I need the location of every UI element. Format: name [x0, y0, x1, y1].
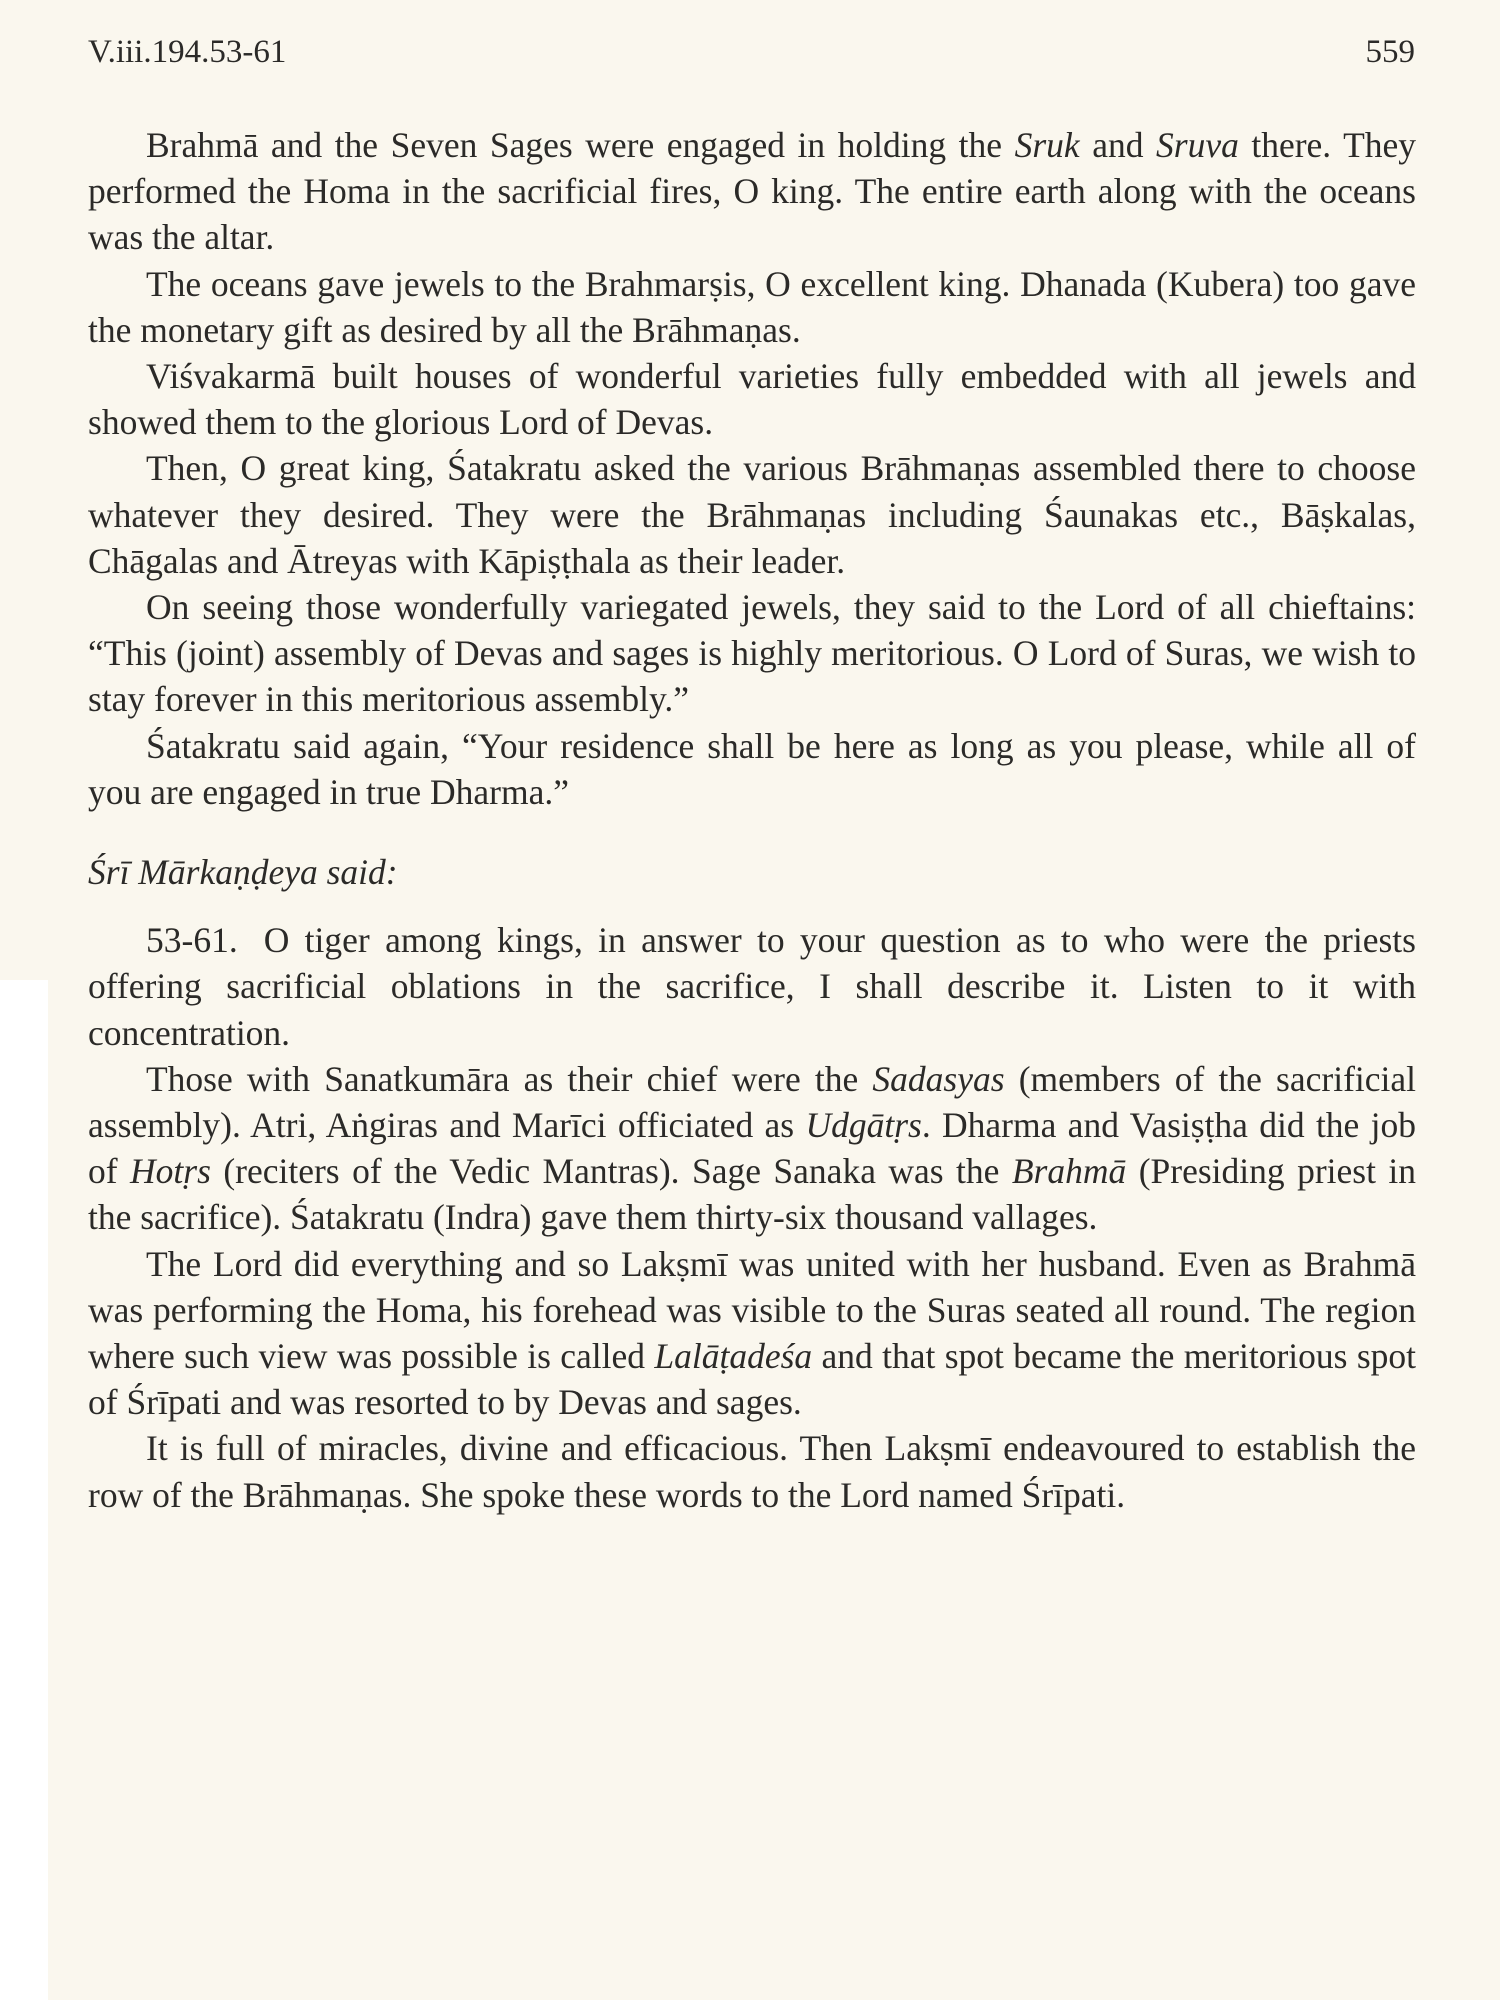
page-margin [0, 0, 48, 980]
paragraph [88, 1425, 1416, 1517]
italic-term: Sadasyas [872, 1058, 1005, 1099]
section-reference: V.iii.194.53-61 [88, 34, 287, 70]
body-text [88, 122, 1416, 1518]
paragraph [88, 1056, 1416, 1241]
text-run: On seeing those wonderfully variegated jewels, they said to the Lord of all chieftains: “This (joint) assembly of Devas and sages is highly meritorious. O Lord of Suras, we wish to stay forever in this meritorious assembly.” [88, 587, 1416, 720]
italic-term: Śrī Mārkaṇḍeya said: [88, 852, 398, 893]
paragraph [88, 353, 1416, 445]
text-run: The Lord did everything and so Lakṣmī was united with her husband. Even as Brahmā was performing the Homa, his forehead was visible to the Suras seated all round. The region where such view was possible is called [88, 1243, 1416, 1377]
text-run: there. They performed the Homa in the sacrificial fires, O king. The entire earth along with the oceans was the altar. [88, 125, 1417, 258]
paragraph [88, 917, 1416, 1056]
italic-term: Udgātṛs [805, 1105, 922, 1146]
text-run: Śatakratu said again, “Your residence shall be here as long as you please, while all of you are engaged in true Dharma.” [88, 725, 1416, 812]
text-run: (reciters of the Vedic Mantras). Sage Sanaka was the [210, 1151, 1012, 1192]
paragraph [88, 122, 1416, 261]
italic-term: Hotṛs [130, 1151, 211, 1192]
speaker-heading [88, 849, 1416, 895]
paragraph [88, 445, 1416, 584]
text-run: (members of the sacrificial assembly). Atri, Aṅgiras and Marīci officiated as [88, 1058, 1416, 1146]
text-run: and [1079, 125, 1156, 165]
paragraph [88, 584, 1416, 723]
verse-number: 53-61. [146, 920, 238, 961]
text-run: It is full of miracles, divine and efficacious. Then Lakṣmī endeavoured to establish the row of the Brāhmaṇas. She spoke these words to the Lord named Śrīpati. [88, 1428, 1416, 1515]
paragraph [88, 1241, 1416, 1426]
paragraph [88, 723, 1416, 815]
text-run: (Presiding priest in the sacrifice). Śatakratu (Indra) gave them thirty-six thousand vallages. [88, 1151, 1416, 1238]
paragraph [88, 261, 1416, 353]
text-run: The oceans gave jewels to the Brahmarṣis, O excellent king. Dhanada (Kubera) too gave the monetary gift as desired by all the Brāhmaṇas. [88, 263, 1416, 350]
italic-term: Sruva [1156, 125, 1239, 165]
text-run: O tiger among kings, in answer to your question as to who were the priests offering sacrificial oblations in the sacrifice, I shall describe it. Listen to it with concentration. [88, 920, 1416, 1053]
italic-term: Lalāṭadeśa [654, 1336, 813, 1377]
text-run: Brahmā and the Seven Sages were engaged in holding the [146, 125, 1015, 165]
page-number: 559 [1365, 34, 1415, 70]
text-run: . Dharma and Vasiṣṭha did the job of [88, 1105, 1417, 1192]
text-run: Then, O great king, Śatakratu asked the various Brāhmaṇas assembled there to choose whatever they desired. They were the Brāhmaṇas including Śaunakas etc., Bāṣkalas, Chāgalas and Ātreyas with Kāpiṣṭhala as their leader. [88, 448, 1416, 581]
italic-term: Sruk [1014, 125, 1080, 165]
text-run: Those with Sanatkumāra as their chief were the [146, 1058, 873, 1099]
running-header [88, 34, 1415, 84]
italic-term: Brahmā [1011, 1151, 1127, 1192]
text-run: Viśvakarmā built houses of wonderful varieties fully embedded with all jewels and showed them to the glorious Lord of Devas. [88, 356, 1416, 443]
text-run: and that spot became the meritorious spot of Śrīpati and was resorted to by Devas and sages. [88, 1336, 1416, 1423]
